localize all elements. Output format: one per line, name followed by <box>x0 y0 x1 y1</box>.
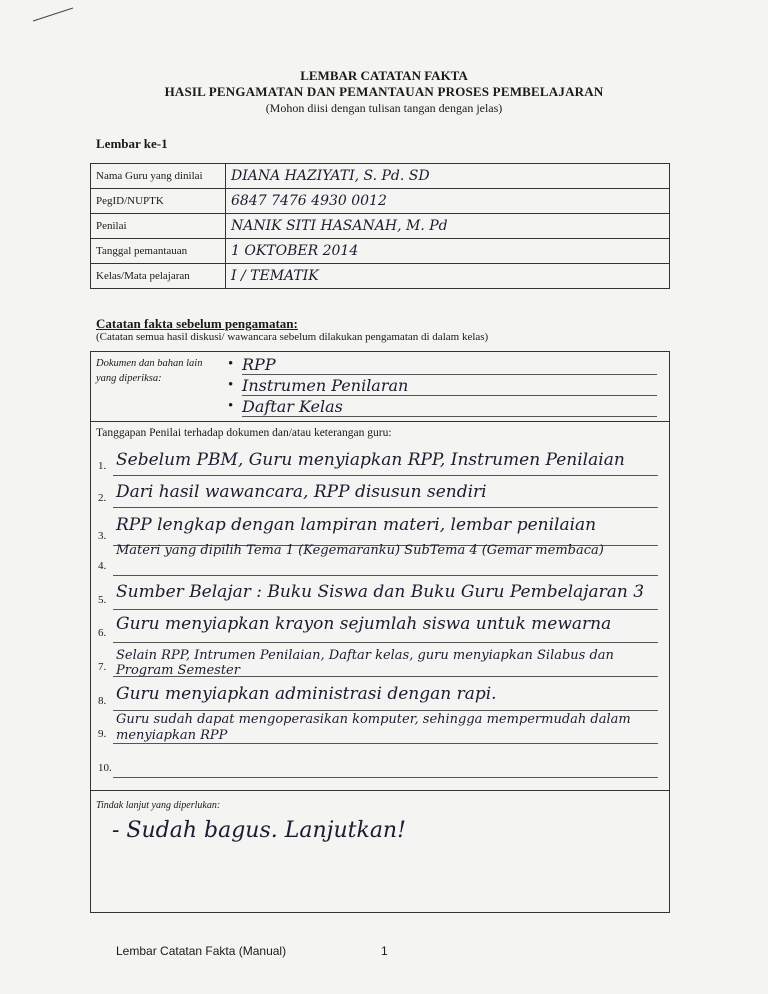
response-text: Selain RPP, Intrumen Penilaian, Daftar kelas, guru menyiapkan Silabus dan Program Semester <box>116 648 614 678</box>
info-value-class: I / TEMATIK <box>226 264 670 289</box>
line-number: 6. <box>98 627 107 639</box>
document-title: LEMBAR CATATAN FAKTA <box>300 68 468 83</box>
responses-label: Tanggapan Penilai terhadap dokumen dan/atau keterangan guru: <box>96 427 392 439</box>
response-text: Sumber Belajar : Buku Siswa dan Buku Guru Pembelajaran 3 <box>116 582 645 602</box>
divider <box>90 790 670 791</box>
info-label: Kelas/Mata pelajaran <box>91 264 226 289</box>
section-subtitle: (Catatan semua hasil diskusi/ wawancara sebelum dilakukan pengamatan di dalam kelas) <box>96 331 489 343</box>
bullet: • <box>228 377 234 393</box>
followup-text: - Sudah bagus. Lanjutkan! <box>112 818 406 843</box>
line-number: 5. <box>98 594 107 606</box>
line-number: 7. <box>98 661 107 673</box>
response-text: Guru sudah dapat mengoperasikan komputer, sehingga mempermudah dalam menyiapkan RPP <box>116 712 631 743</box>
info-row <box>91 189 670 214</box>
response-text: Materi yang dipilih Tema 1 (Kegemaranku) SubTema 4 (Gemar membaca) <box>116 543 604 558</box>
response-text: RPP lengkap dengan lampiran materi, lembar penilaian <box>116 515 597 535</box>
response-text: Guru menyiapkan administrasi dengan rapi. <box>116 684 497 704</box>
document-item: Instrumen Penilaran <box>242 377 657 396</box>
info-label: Nama Guru yang dinilai <box>91 164 226 189</box>
line-number: 3. <box>98 530 107 542</box>
divider <box>90 421 670 422</box>
line-number: 10. <box>98 762 112 774</box>
document-item: RPP <box>242 356 657 375</box>
info-table <box>90 163 670 289</box>
info-label: Penilai <box>91 214 226 239</box>
bullet: • <box>228 398 234 414</box>
response-text: Guru menyiapkan krayon sejumlah siswa untuk mewarna <box>116 614 612 634</box>
info-value-nuptk: 6847 7476 4930 0012 <box>226 189 670 214</box>
response-line <box>113 753 658 778</box>
footer-text: Lembar Catatan Fakta (Manual) <box>116 944 287 958</box>
line-number: 9. <box>98 728 107 740</box>
line-number: 1. <box>98 460 107 472</box>
info-row <box>91 214 670 239</box>
response-text: Sebelum PBM, Guru menyiapkan RPP, Instrumen Penilaian <box>116 450 625 470</box>
followup-label: Tindak lanjut yang diperlukan: <box>96 800 221 811</box>
corner-pen-mark <box>33 8 73 22</box>
line-number: 8. <box>98 695 107 707</box>
response-text: Dari hasil wawancara, RPP disusun sendiri <box>116 482 487 502</box>
page-number: 1 <box>381 944 388 958</box>
info-value-teacher: DIANA HAZIYATI, S. Pd. SD <box>226 164 670 189</box>
documents-label: Dokumen dan bahan lain yang diperiksa: <box>96 358 203 384</box>
info-value-assessor: NANIK SITI HASANAH, M. Pd <box>226 214 670 239</box>
info-row <box>91 264 670 289</box>
document-item: Daftar Kelas <box>242 398 657 417</box>
section-title: Catatan fakta sebelum pengamatan: <box>96 316 298 331</box>
line-number: 2. <box>98 492 107 504</box>
sheet-label: Lembar ke-1 <box>96 136 168 151</box>
line-number: 4. <box>98 560 107 572</box>
document-instruction: (Mohon diisi dengan tulisan tangan dengan jelas) <box>265 101 503 115</box>
document-subtitle: HASIL PENGAMATAN DAN PEMANTAUAN PROSES PEMBELAJARAN <box>164 84 604 99</box>
info-value-date: 1 OKTOBER 2014 <box>226 239 670 264</box>
bullet: • <box>228 356 234 372</box>
info-row <box>91 164 670 189</box>
info-row <box>91 239 670 264</box>
info-label: Tanggal pemantauan <box>91 239 226 264</box>
info-label: PegID/NUPTK <box>91 189 226 214</box>
